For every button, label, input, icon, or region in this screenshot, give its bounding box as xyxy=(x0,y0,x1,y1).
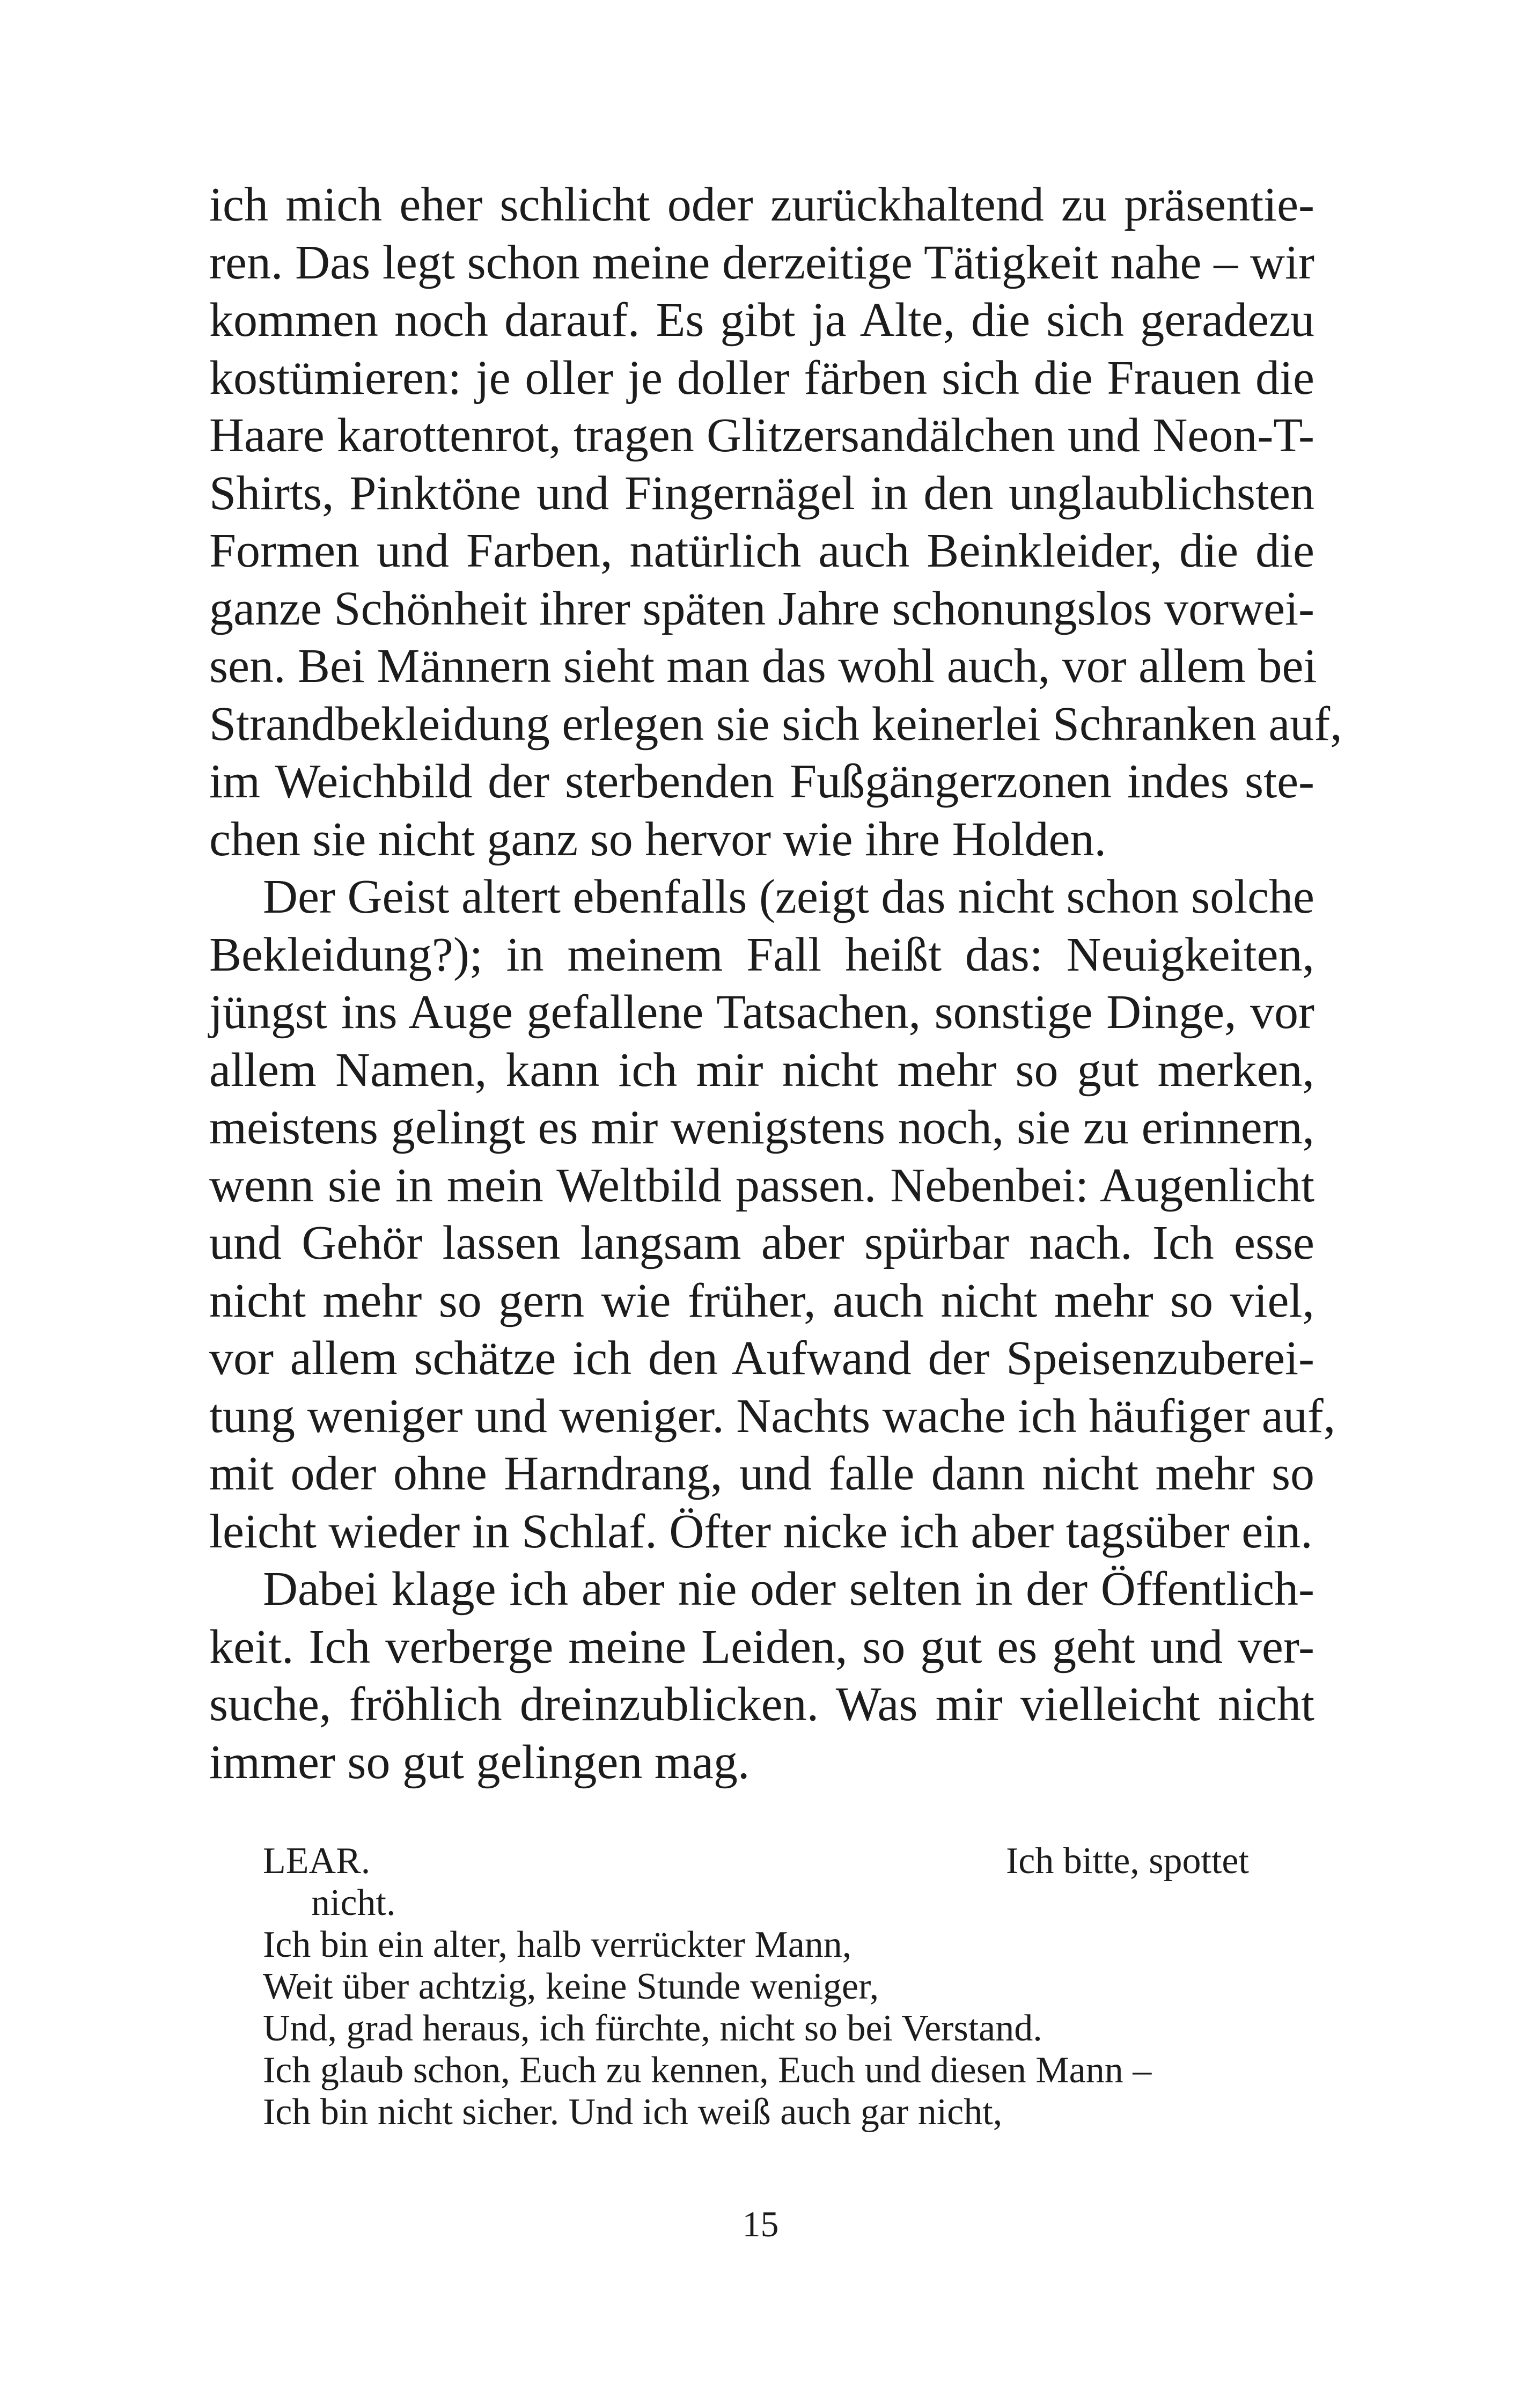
text-line: Dabei klage ich aber nie oder selten in der Öffentlich- xyxy=(263,1562,1314,1616)
text-line: Formen und Farben, natürlich auch Beinkleider, die die xyxy=(209,524,1314,577)
text-line: ich mich eher schlicht oder zurückhaltend zu präsentie- xyxy=(209,178,1314,231)
text-line: kostümieren: je oller je doller färben sich die Frauen die xyxy=(209,351,1314,405)
verse-text: Ich bitte, spottet xyxy=(1006,1840,1249,1882)
paragraph-2 xyxy=(209,868,1336,1560)
verse-line xyxy=(263,1840,1282,1882)
page-number: 15 xyxy=(742,2204,779,2244)
text-line: chen sie nicht ganz so hervor wie ihre Holden. xyxy=(209,812,1106,866)
text-line: nicht mehr so gern wie früher, auch nicht mehr so viel, xyxy=(209,1274,1314,1327)
text-line: ganze Schönheit ihrer späten Jahre schonungslos vorwei- xyxy=(209,582,1314,635)
text-line: kommen noch darauf. Es gibt ja Alte, die sich geradezu xyxy=(209,293,1314,347)
text-line: allem Namen, kann ich mir nicht mehr so gut merken, xyxy=(209,1043,1314,1097)
text-line: sen. Bei Männern sieht man das wohl auch, vor allem bei xyxy=(209,640,1317,693)
verse-line: Weit über achtzig, keine Stunde weniger, xyxy=(263,1966,879,2007)
text-line: Der Geist altert ebenfalls (zeigt das nicht schon solche xyxy=(263,870,1314,923)
text-line: mit oder ohne Harndrang, und falle dann nicht mehr so xyxy=(209,1447,1314,1500)
text-line: Shirts, Pinktöne und Fingernägel in den unglaublichsten xyxy=(209,466,1314,520)
text-line: wenn sie in mein Weltbild passen. Nebenbei: Augenlicht xyxy=(209,1158,1314,1212)
text-line: Bekleidung?); in meinem Fall heißt das: Neuigkeiten, xyxy=(209,928,1314,981)
text-line: meistens gelingt es mir wenigstens noch, sie zu erinnern, xyxy=(209,1101,1314,1154)
speaker-name: LEAR. xyxy=(263,1840,371,1882)
text-line: vor allem schätze ich den Aufwand der Speisenzuberei- xyxy=(209,1332,1314,1385)
verse-line: Ich glaub schon, Euch zu kennen, Euch und diesen Mann – xyxy=(263,2050,1152,2091)
text-line: ren. Das legt schon meine derzeitige Tätigkeit nahe – wir xyxy=(209,236,1314,289)
paragraph-3 xyxy=(209,1560,1314,1791)
verse-line: nicht. xyxy=(311,1882,396,1924)
verse-line: Ich bin nicht sicher. Und ich weiß auch gar nicht, xyxy=(263,2091,1003,2133)
text-line: Haare karottenrot, tragen Glitzersandälchen und Neon-T- xyxy=(209,409,1314,462)
verse-quotation xyxy=(263,1840,1282,2133)
text-line: tung weniger und weniger. Nachts wache ich häufiger auf, xyxy=(209,1389,1336,1443)
text-line: immer so gut gelingen mag. xyxy=(209,1735,750,1789)
text-line: Strandbekleidung erlegen sie sich keinerlei Schranken auf, xyxy=(209,697,1342,751)
text-line: im Weichbild der sterbenden Fußgängerzonen indes ste- xyxy=(209,755,1314,808)
text-line: jüngst ins Auge gefallene Tatsachen, sonstige Dinge, vor xyxy=(209,986,1314,1039)
verse-line: Ich bin ein alter, halb verrückter Mann, xyxy=(263,1924,852,1965)
verse-line: Und, grad heraus, ich fürchte, nicht so bei Verstand. xyxy=(263,2008,1042,2049)
text-line: suche, fröhlich dreinzublicken. Was mir vielleicht nicht xyxy=(209,1678,1314,1731)
text-line: und Gehör lassen langsam aber spürbar nach. Ich esse xyxy=(209,1216,1314,1269)
paragraph-1 xyxy=(209,176,1342,868)
text-line: leicht wieder in Schlaf. Öfter nicke ich aber tagsüber ein. xyxy=(209,1504,1313,1558)
prose-body xyxy=(209,176,1342,1791)
text-line: keit. Ich verberge meine Leiden, so gut es geht und ver- xyxy=(209,1620,1314,1673)
